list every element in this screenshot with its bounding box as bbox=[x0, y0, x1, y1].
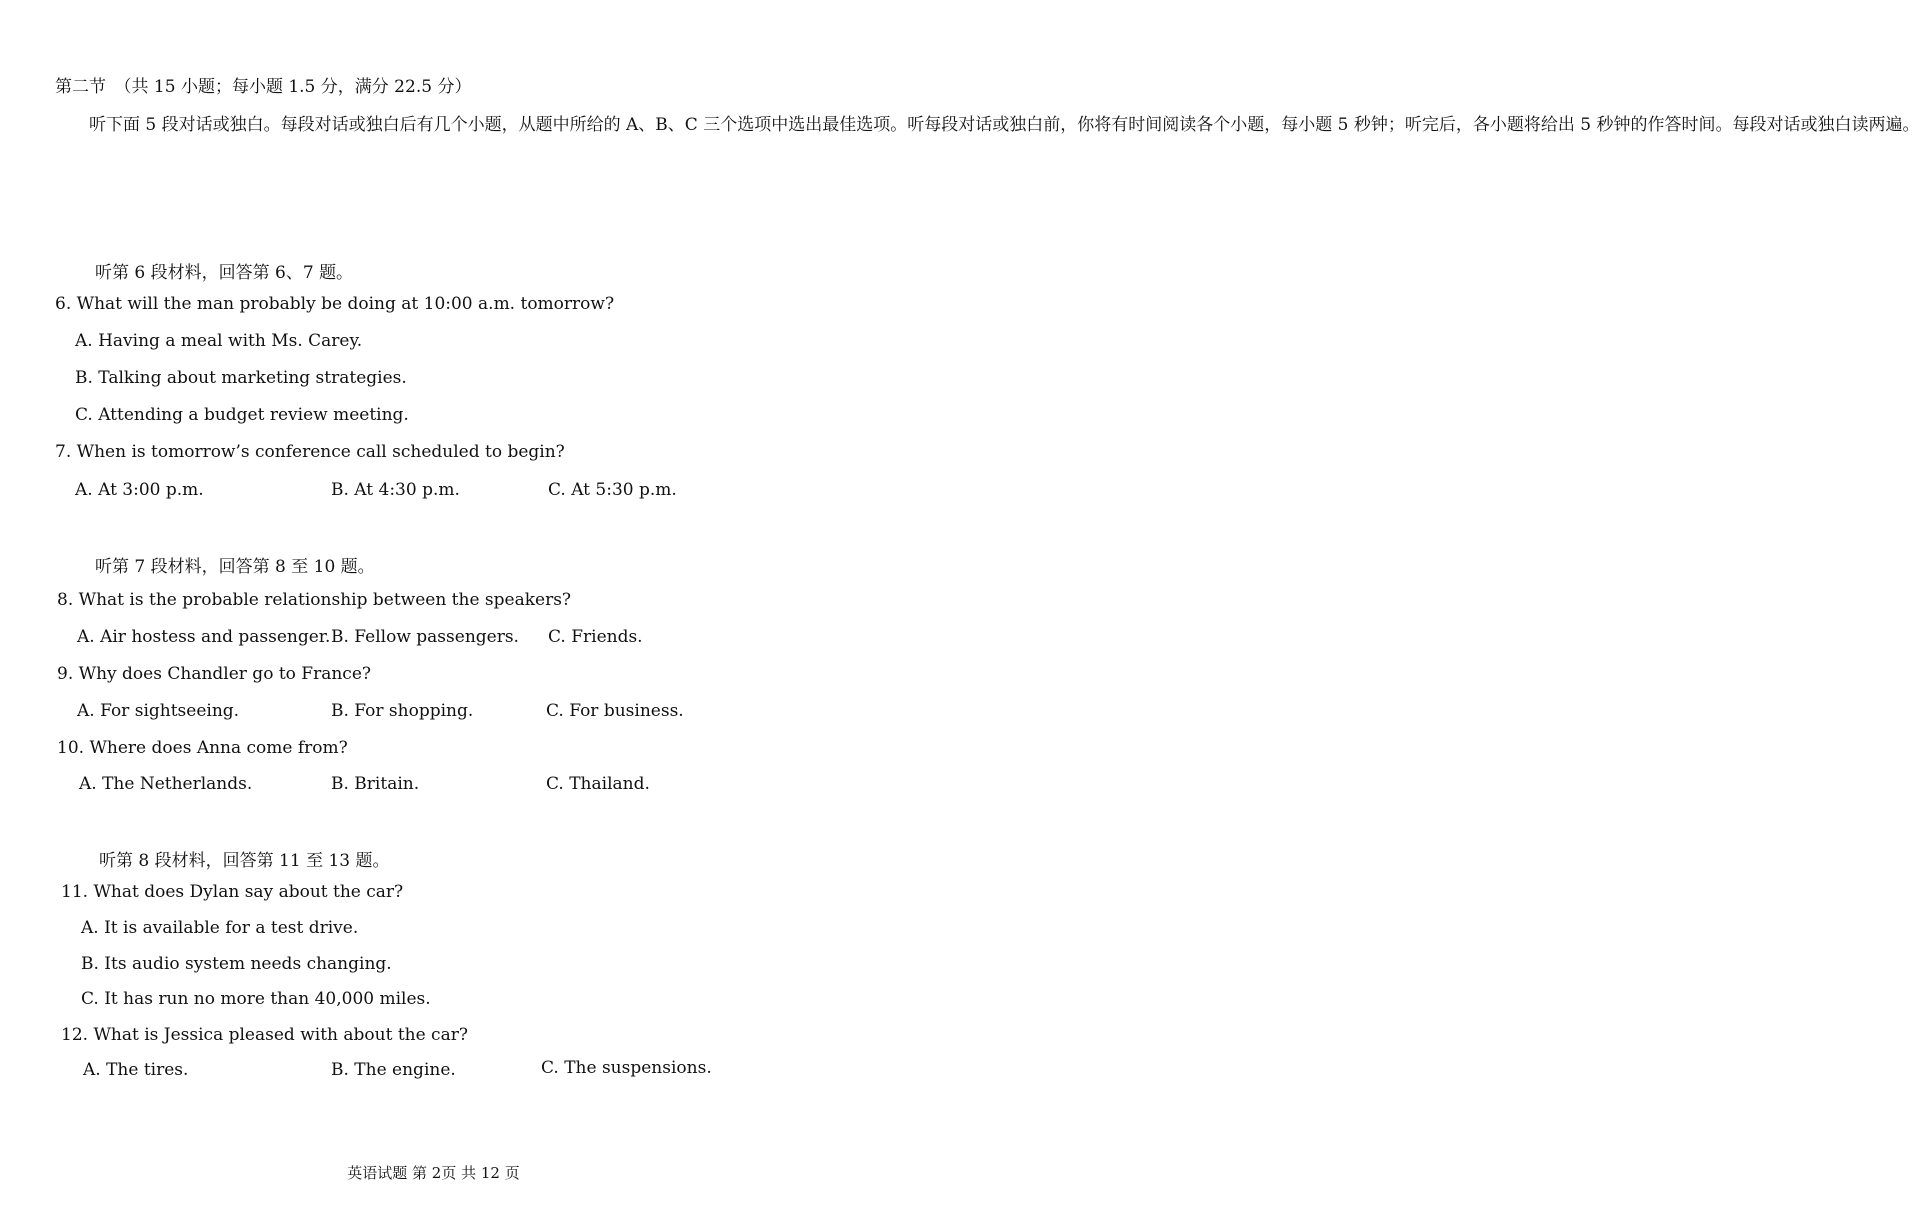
question-6-option-b: B. Talking about marketing strategies. bbox=[75, 368, 407, 388]
question-9-option-c: C. For business. bbox=[546, 701, 684, 721]
question-9-stem: 9. Why does Chandler go to France? bbox=[57, 664, 372, 684]
page-footer: 英语试题 第 2页 共 12 页 bbox=[347, 1164, 520, 1182]
question-7-option-c: C. At 5:30 p.m. bbox=[548, 480, 677, 500]
question-12-option-a: A. The tires. bbox=[83, 1060, 189, 1080]
set-heading-8: 听第 8 段材料，回答第 11 至 13 题。 bbox=[99, 851, 390, 871]
question-10-option-b: B. Britain. bbox=[331, 774, 420, 794]
question-6-stem: 6. What will the man probably be doing at 10:00 a.m. tomorrow? bbox=[55, 294, 615, 314]
section-title: 第二节 （共 15 小题；每小题 1.5 分，满分 22.5 分） bbox=[55, 77, 472, 97]
question-11-stem: 11. What does Dylan say about the car? bbox=[61, 882, 404, 902]
question-9-option-a: A. For sightseeing. bbox=[77, 701, 240, 721]
set-heading-7: 听第 7 段材料，回答第 8 至 10 题。 bbox=[95, 557, 375, 577]
question-10-option-c: C. Thailand. bbox=[546, 774, 650, 794]
question-6-option-a: A. Having a meal with Ms. Carey. bbox=[75, 331, 363, 351]
question-10-option-a: A. The Netherlands. bbox=[79, 774, 253, 794]
question-7-stem: 7. When is tomorrow’s conference call scheduled to begin? bbox=[55, 442, 565, 462]
question-11-option-b: B. Its audio system needs changing. bbox=[81, 954, 392, 974]
section-instructions bbox=[55, 106, 1919, 144]
question-11-option-c: C. It has run no more than 40,000 miles. bbox=[81, 989, 431, 1009]
question-6-option-c: C. Attending a budget review meeting. bbox=[75, 405, 409, 425]
question-7-option-a: A. At 3:00 p.m. bbox=[75, 480, 204, 500]
instructions-text: 听下面 5 段对话或独白。每段对话或独白后有几个小题，从题中所给的 A、B、C 三个选项中选出最佳选项。听每段对话或独白前，你将有时间阅读各个小题，每小题 5 秒钟；听完后，各小题将给出 5 秒钟的作答时间。每段对话或独白读两遍。 bbox=[89, 115, 1919, 135]
question-7-option-b: B. At 4:30 p.m. bbox=[331, 480, 460, 500]
question-8-option-c: C. Friends. bbox=[548, 627, 643, 647]
question-8-option-a: A. Air hostess and passenger. bbox=[77, 627, 331, 647]
question-12-option-b: B. The engine. bbox=[331, 1060, 456, 1080]
question-10-stem: 10. Where does Anna come from? bbox=[57, 738, 348, 758]
set-heading-6: 听第 6 段材料，回答第 6、7 题。 bbox=[95, 263, 354, 283]
question-8-stem: 8. What is the probable relationship between the speakers? bbox=[57, 590, 572, 610]
question-12-stem: 12. What is Jessica pleased with about the car? bbox=[61, 1025, 468, 1045]
question-11-option-a: A. It is available for a test drive. bbox=[81, 918, 359, 938]
question-8-option-b: B. Fellow passengers. bbox=[331, 627, 519, 647]
question-12-option-c: C. The suspensions. bbox=[541, 1058, 712, 1078]
question-9-option-b: B. For shopping. bbox=[331, 701, 474, 721]
